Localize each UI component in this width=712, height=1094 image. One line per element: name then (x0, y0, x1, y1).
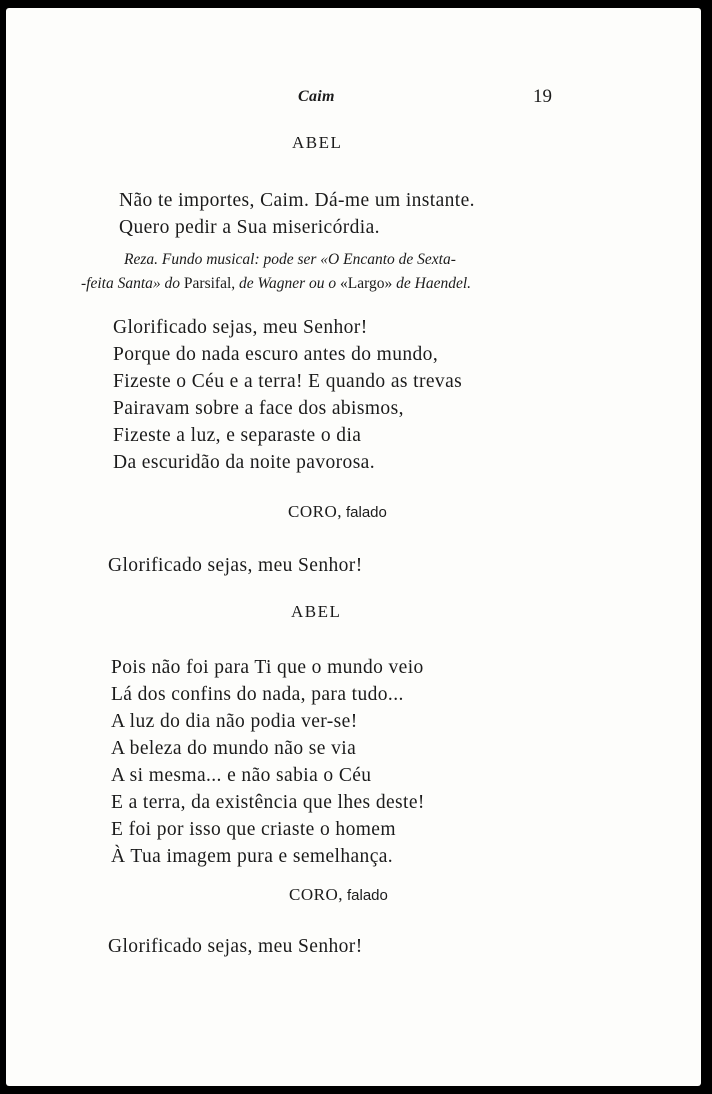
running-head: Caim (298, 88, 335, 105)
verse-line: Glorificado sejas, meu Senhor! (113, 317, 368, 338)
verse-line: E a terra, da existência que lhes deste! (111, 792, 425, 813)
stage-direction (81, 275, 471, 293)
speaker-qualifier: falado (345, 504, 387, 521)
stage-direction (124, 251, 456, 269)
stage-direction-title: «Largo» (340, 275, 393, 292)
book-page (6, 8, 701, 1086)
stage-direction-title: Parsifal, (183, 275, 236, 292)
stage-direction-text: -feita Santa» (81, 275, 161, 292)
verse-line: Pois não foi para Ti que o mundo veio (111, 657, 424, 678)
verse-line: Glorificado sejas, meu Senhor! (108, 936, 363, 957)
verse-line: Pairavam sobre a face dos abismos, (113, 398, 404, 419)
verse-line: Fizeste o Céu e a terra! E quando as trevas (113, 371, 463, 392)
verse-line: Glorificado sejas, meu Senhor! (108, 555, 363, 576)
stage-direction-text: de Wagner ou o (235, 275, 341, 292)
verse-line: Porque do nada escuro antes do mundo, (113, 344, 439, 365)
verse-line: Da escuridão da noite pavorosa. (113, 452, 376, 473)
stage-direction-text: do (160, 275, 184, 292)
speaker-label: ABEL (292, 133, 343, 152)
speaker-label: ABEL (291, 602, 342, 621)
speaker-label (288, 502, 387, 522)
verse-line: Fizeste a luz, e separaste o dia (113, 425, 362, 446)
verse-line: À Tua imagem pura e semelhança. (111, 846, 394, 867)
speaker-qualifier: falado (346, 887, 388, 904)
verse-line: A beleza do mundo não se via (111, 738, 357, 759)
verse-line: A si mesma... e não sabia o Céu (111, 765, 372, 786)
speaker-name: CORO, (289, 885, 343, 904)
verse-line: Lá dos confins do nada, para tudo... (111, 684, 404, 705)
stage-direction-text: de Haendel. (392, 275, 472, 292)
verse-line: A luz do dia não podia ver-se! (111, 711, 358, 732)
verse-line: Não te importes, Caim. Dá-me um instante. (119, 190, 475, 211)
verse-line: E foi por isso que criaste o homem (111, 819, 396, 840)
verse-line: Quero pedir a Sua misericórdia. (119, 217, 380, 238)
stage-direction-text: Reza. Fundo musical: pode ser «O Encanto de Sexta- (124, 251, 456, 268)
speaker-label (289, 885, 388, 905)
speaker-name: CORO, (288, 502, 342, 521)
page-number: 19 (533, 86, 552, 107)
